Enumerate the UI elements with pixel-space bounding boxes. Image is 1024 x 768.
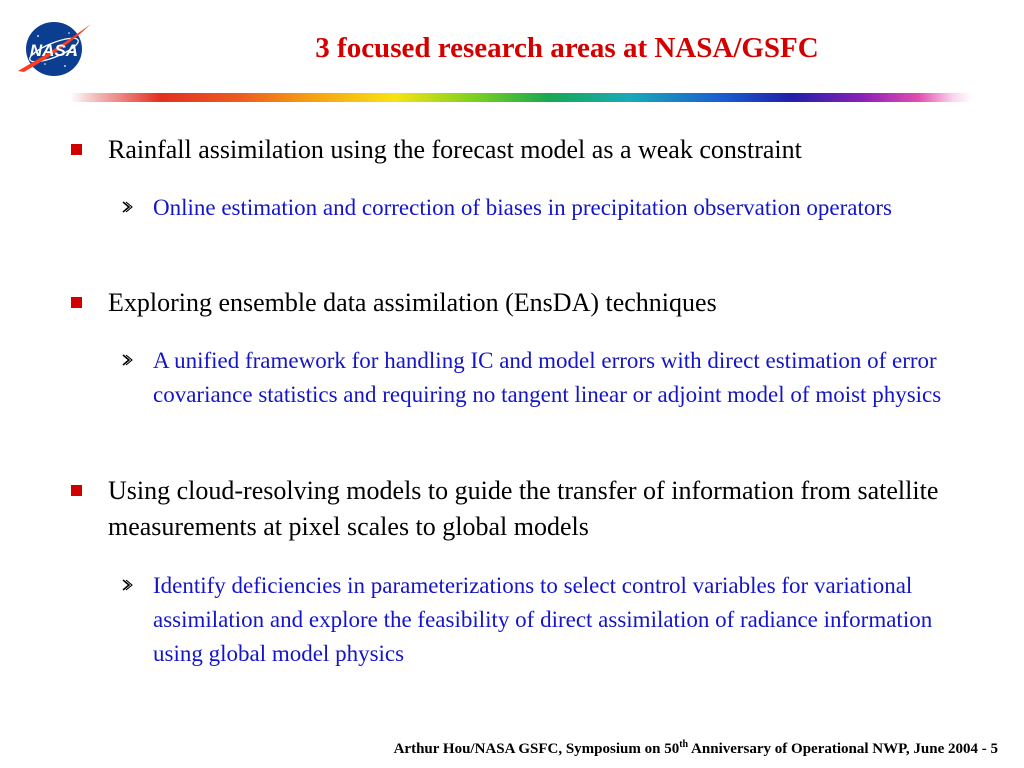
sub-bullet-item-1 (153, 191, 973, 225)
chevron-right-icon (120, 199, 134, 215)
footer-superscript: th (679, 739, 689, 750)
chevron-right-icon (120, 577, 134, 593)
footer-text: Arthur Hou/NASA GSFC, Symposium on 50 (393, 741, 680, 757)
bullet-item-1 (108, 132, 968, 168)
sub-bullet-text: Online estimation and correction of biases in precipitation observation operators (153, 195, 892, 220)
bullet-text: Using cloud-resolving models to guide the transfer of information from satellite measurements at pixel scales to global models (108, 476, 939, 541)
square-bullet-icon (71, 297, 82, 308)
nasa-logo-text: NASA (29, 41, 79, 60)
bullet-item-2 (108, 285, 968, 321)
square-bullet-icon (71, 144, 82, 155)
bullet-item-3 (108, 473, 968, 545)
bullet-text: Rainfall assimilation using the forecast model as a weak constraint (108, 135, 802, 164)
bullet-text: Exploring ensemble data assimilation (EnsDA) techniques (108, 288, 717, 317)
footer-text-end: Anniversary of Operational NWP, June 2004 - 5 (688, 741, 998, 757)
sub-bullet-text: Identify deficiencies in parameterizations to select control variables for variational assimilation and explore the feasibility of direct assimilation of radiance information using global model physics (153, 573, 933, 666)
chevron-right-icon (120, 352, 134, 368)
square-bullet-icon (71, 485, 82, 496)
sub-bullet-item-2 (153, 344, 973, 412)
sub-bullet-text: A unified framework for handling IC and model errors with direct estimation of error covariance statistics and requiring no tangent linear or adjoint model of moist physics (153, 348, 942, 407)
slide-title: 3 focused research areas at NASA/GSFC (315, 32, 819, 64)
slide-footer (394, 739, 998, 759)
sub-bullet-item-3 (153, 569, 973, 671)
